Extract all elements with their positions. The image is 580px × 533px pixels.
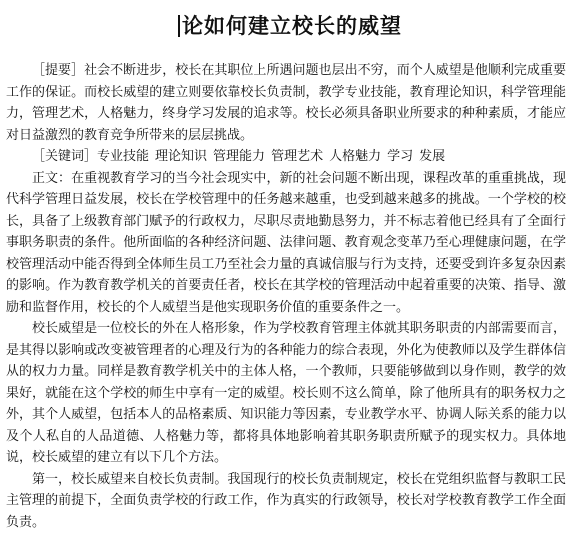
keyword-item: 专业技能 — [97, 149, 149, 164]
document-title: 论如何建立校长的威望 — [182, 13, 402, 38]
keyword-item: 管理能力 — [213, 149, 265, 164]
text-cursor — [178, 15, 180, 37]
keyword-item: 理论知识 — [155, 149, 207, 164]
abstract-label: ［提要］ — [32, 63, 84, 78]
body-paragraph: 正文：在重视教育学习的当今社会现实中，新的社会问题不断出现，课程改革的重重挑战，现代科学管理日益发展，校长在学校管理中的任务越来越重，也受到越来越多的挑战。一个学校的校长，具备了上级教育部门赋予的行政权力，尽职尽责地勤恳努力，并不标志着他已经具有了全面行事职务职责的条件。他所面临的各种经济问题、法律问题、教育观念变革乃至心理健康问题，在学校管理活动中能否得到全体师生员工乃至社会力量的真诚信服与行为支持，还要受到许多复杂因素的影响。作为教育教学机关的首要责任者，校长在其学校的管理活动中起着重要的决策、指导、激励和监督作用，校长的个人威望当是他实现职务价值的重要条件之一。 — [6, 168, 566, 319]
document-body — [6, 60, 566, 533]
keyword-item: 管理艺术 — [271, 149, 323, 164]
keyword-item: 人格魅力 — [329, 149, 381, 164]
abstract-text: 社会不断进步，校长在其职位上所遇问题也层出不穷，而个人威望是他顺利完成重要工作的保证。而校长威望的建立则要依靠校长负责制，教学专业技能，教育理论知识，科学管理能力，管理艺术，人格魅力，终身学习发展的追求等。校长必须具备职业所要求的种种素质，才能应对日益激烈的教育竞争所带来的层层挑战。 — [6, 63, 566, 143]
keyword-item: 学习 — [387, 149, 413, 164]
keyword-item: 发展 — [419, 149, 445, 164]
keywords-line — [6, 146, 566, 168]
body-paragraph: 第一，校长威望来自校长负责制。我国现行的校长负责制规定，校长在党组织监督与教职工民主管理的前提下，全面负责学校的行政工作，作为真实的行政领导，校长对学校教育教学工作全面负责。 — [6, 469, 566, 533]
abstract-paragraph — [6, 60, 566, 146]
body-paragraph: 校长威望是一位校长的外在人格形象，作为学校教育管理主体就其职务职责的内部需要而言，是其得以影响或改变被管理者的心理及行为的各种能力的综合表现，外化为使教师以及学生群体信从的权力力量。同样是教育教学机关中的主体人格，一个教师，只要能够做到以身作则，教学的效果好，就能在这个学校的师生中享有一定的威望。校长则不这么简单，除了他所具有的职务权力之外，其个人威望，包括本人的品格素质、知识能力等因素，专业教学水平、协调人际关系的能力以及个人私自的人品道德、人格魅力等，都将具体地影响着其职务职责所赋予的现实权力。具体地说，校长威望的建立有以下几个方法。 — [6, 318, 566, 469]
keywords-label: ［关键词］ — [32, 149, 97, 164]
title-area — [0, 10, 580, 40]
